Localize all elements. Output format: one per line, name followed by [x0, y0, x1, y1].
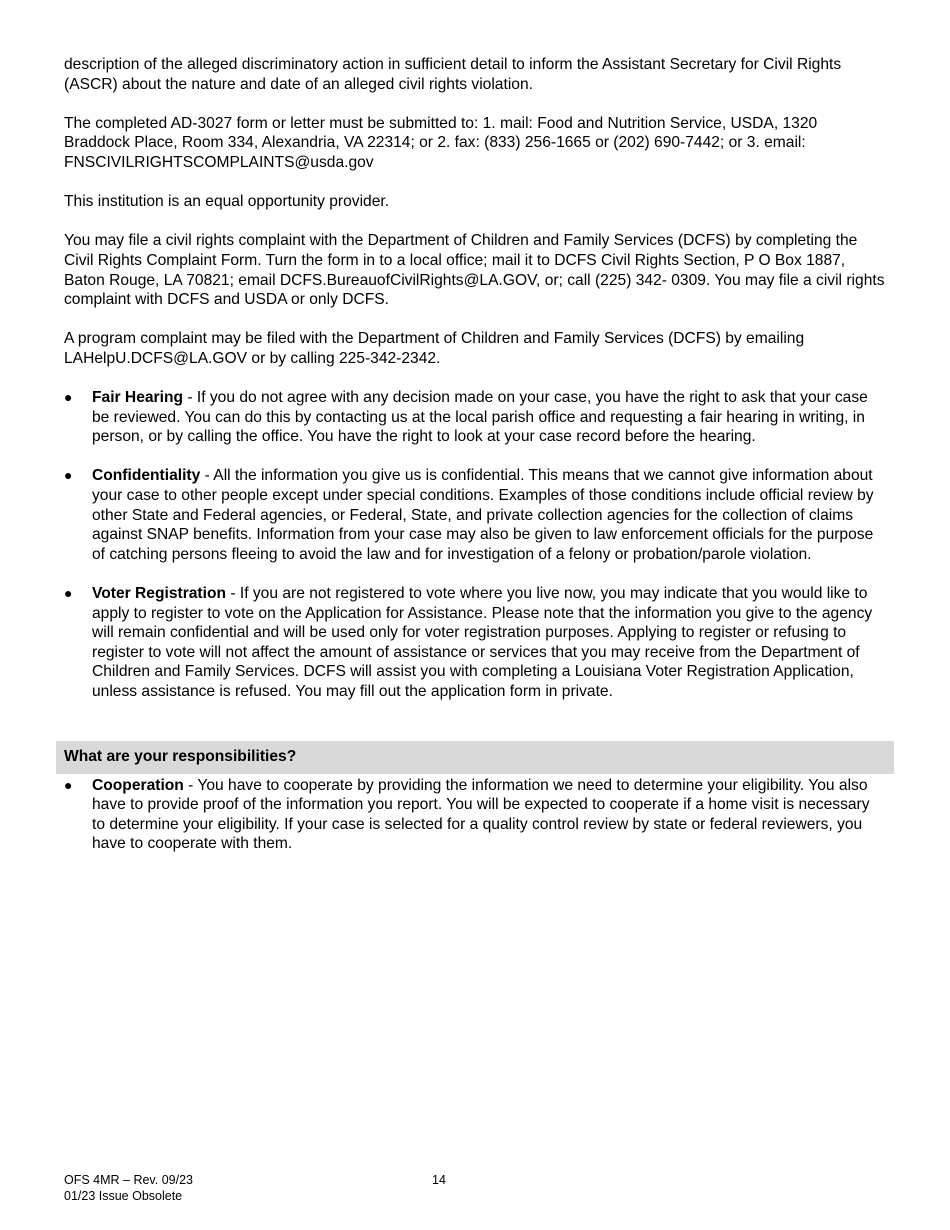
list-item-fair-hearing — [64, 388, 886, 447]
item-title: Voter Registration — [92, 585, 227, 603]
responsibilities-list — [64, 776, 886, 854]
bullet-icon: ● — [64, 389, 73, 406]
page-number: 14 — [432, 1173, 446, 1187]
item-text: - If you are not registered to vote where you live now, you may indicate that you would like to apply to register to vote on the Application for Assistance. Please note that the information you give to the agency will remain confidential and will be used only for voter registration purposes. Applying to register or refusing to register to vote will not affect the amount of assistance or services that you may receive from the Department of Children and Family Services. DCFS will assist you with completing a Louisiana Voter Registration Application, unless assistance is refused. You may fill out the application form in private. — [92, 585, 873, 700]
paragraph-dcfs-civil-rights: You may file a civil rights complaint with the Department of Children and Family Services (DCFS) by completing the Civil Rights Complaint Form. Turn the form in to a local office; mail it to DCFS Civil Rights Section, P O Box 1887, Baton Rouge, LA 70821; email DCFS.BureauofCivilRights@LA.GOV, or; call (225) 342- 0309. You may file a civil rights complaint with DCFS and USDA or only DCFS. — [64, 232, 885, 309]
item-text: - You have to cooperate by providing the information we need to determine your eligibility. You also have to provide proof of the information you report. You will be expected to cooperate if a home visit is necessary to determine your eligibility. If your case is selected for a quality control review by state or federal reviewers, you have to cooperate with them. — [92, 776, 870, 853]
list-item-confidentiality — [64, 466, 886, 564]
list-item-voter-registration — [64, 584, 886, 702]
item-text: - All the information you give us is confidential. This means that we cannot give information about your case to other people except under special conditions. Examples of those conditions include official review by other State and Federal agencies, or Federal, State, and private collection agencies for the collection of claims against SNAP benefits. Information from your case may also be given to law enforcement officials for the purpose of catching persons fleeing to avoid the law and for investigation of a felony or probation/parole violation. — [92, 467, 874, 563]
paragraph-ad3027-submission: The completed AD-3027 form or letter must be submitted to: 1. mail: Food and Nutrition Service, USDA, 1320 Braddock Place, Room 334, Alexandria, VA 22314; or 2. fax: (833) 256-1665 or (202) 690-7442; or 3. email: FNSCIVILRIGHTSCOMPLAINTS@usda.gov — [64, 114, 818, 171]
item-text: - If you do not agree with any decision made on your case, you have the right to ask that your case be reviewed. You can do this by contacting us at the local parish office and requesting a fair hearing in writing, in person, or by calling the office. You have the right to look at your case record before the hearing. — [92, 389, 868, 446]
bullet-icon: ● — [64, 467, 73, 484]
bullet-icon: ● — [64, 585, 73, 602]
bullet-icon: ● — [64, 776, 73, 793]
footer-obsolete-note: 01/23 Issue Obsolete — [64, 1189, 183, 1203]
paragraph-ascr-description: description of the alleged discriminatory action in sufficient detail to inform the Assistant Secretary for Civil Rights (ASCR) about the nature and date of an alleged civil rights violation. — [64, 56, 842, 93]
section-heading-responsibilities: What are your responsibilities? — [56, 741, 894, 774]
page-body — [64, 55, 886, 874]
rights-list — [64, 388, 886, 702]
page-footer — [64, 1172, 193, 1204]
item-title: Cooperation — [92, 776, 184, 794]
item-title: Confidentiality — [92, 467, 201, 485]
list-item-cooperation — [64, 776, 886, 854]
paragraph-equal-opportunity: This institution is an equal opportunity provider. — [64, 193, 390, 211]
item-title: Fair Hearing — [92, 389, 183, 407]
footer-form-id: OFS 4MR – Rev. 09/23 — [64, 1173, 193, 1187]
paragraph-program-complaint: A program complaint may be filed with the Department of Children and Family Services (DCFS) by emailing LAHelpU.DCFS@LA.GOV or by calling 225-342-2342. — [64, 330, 805, 367]
